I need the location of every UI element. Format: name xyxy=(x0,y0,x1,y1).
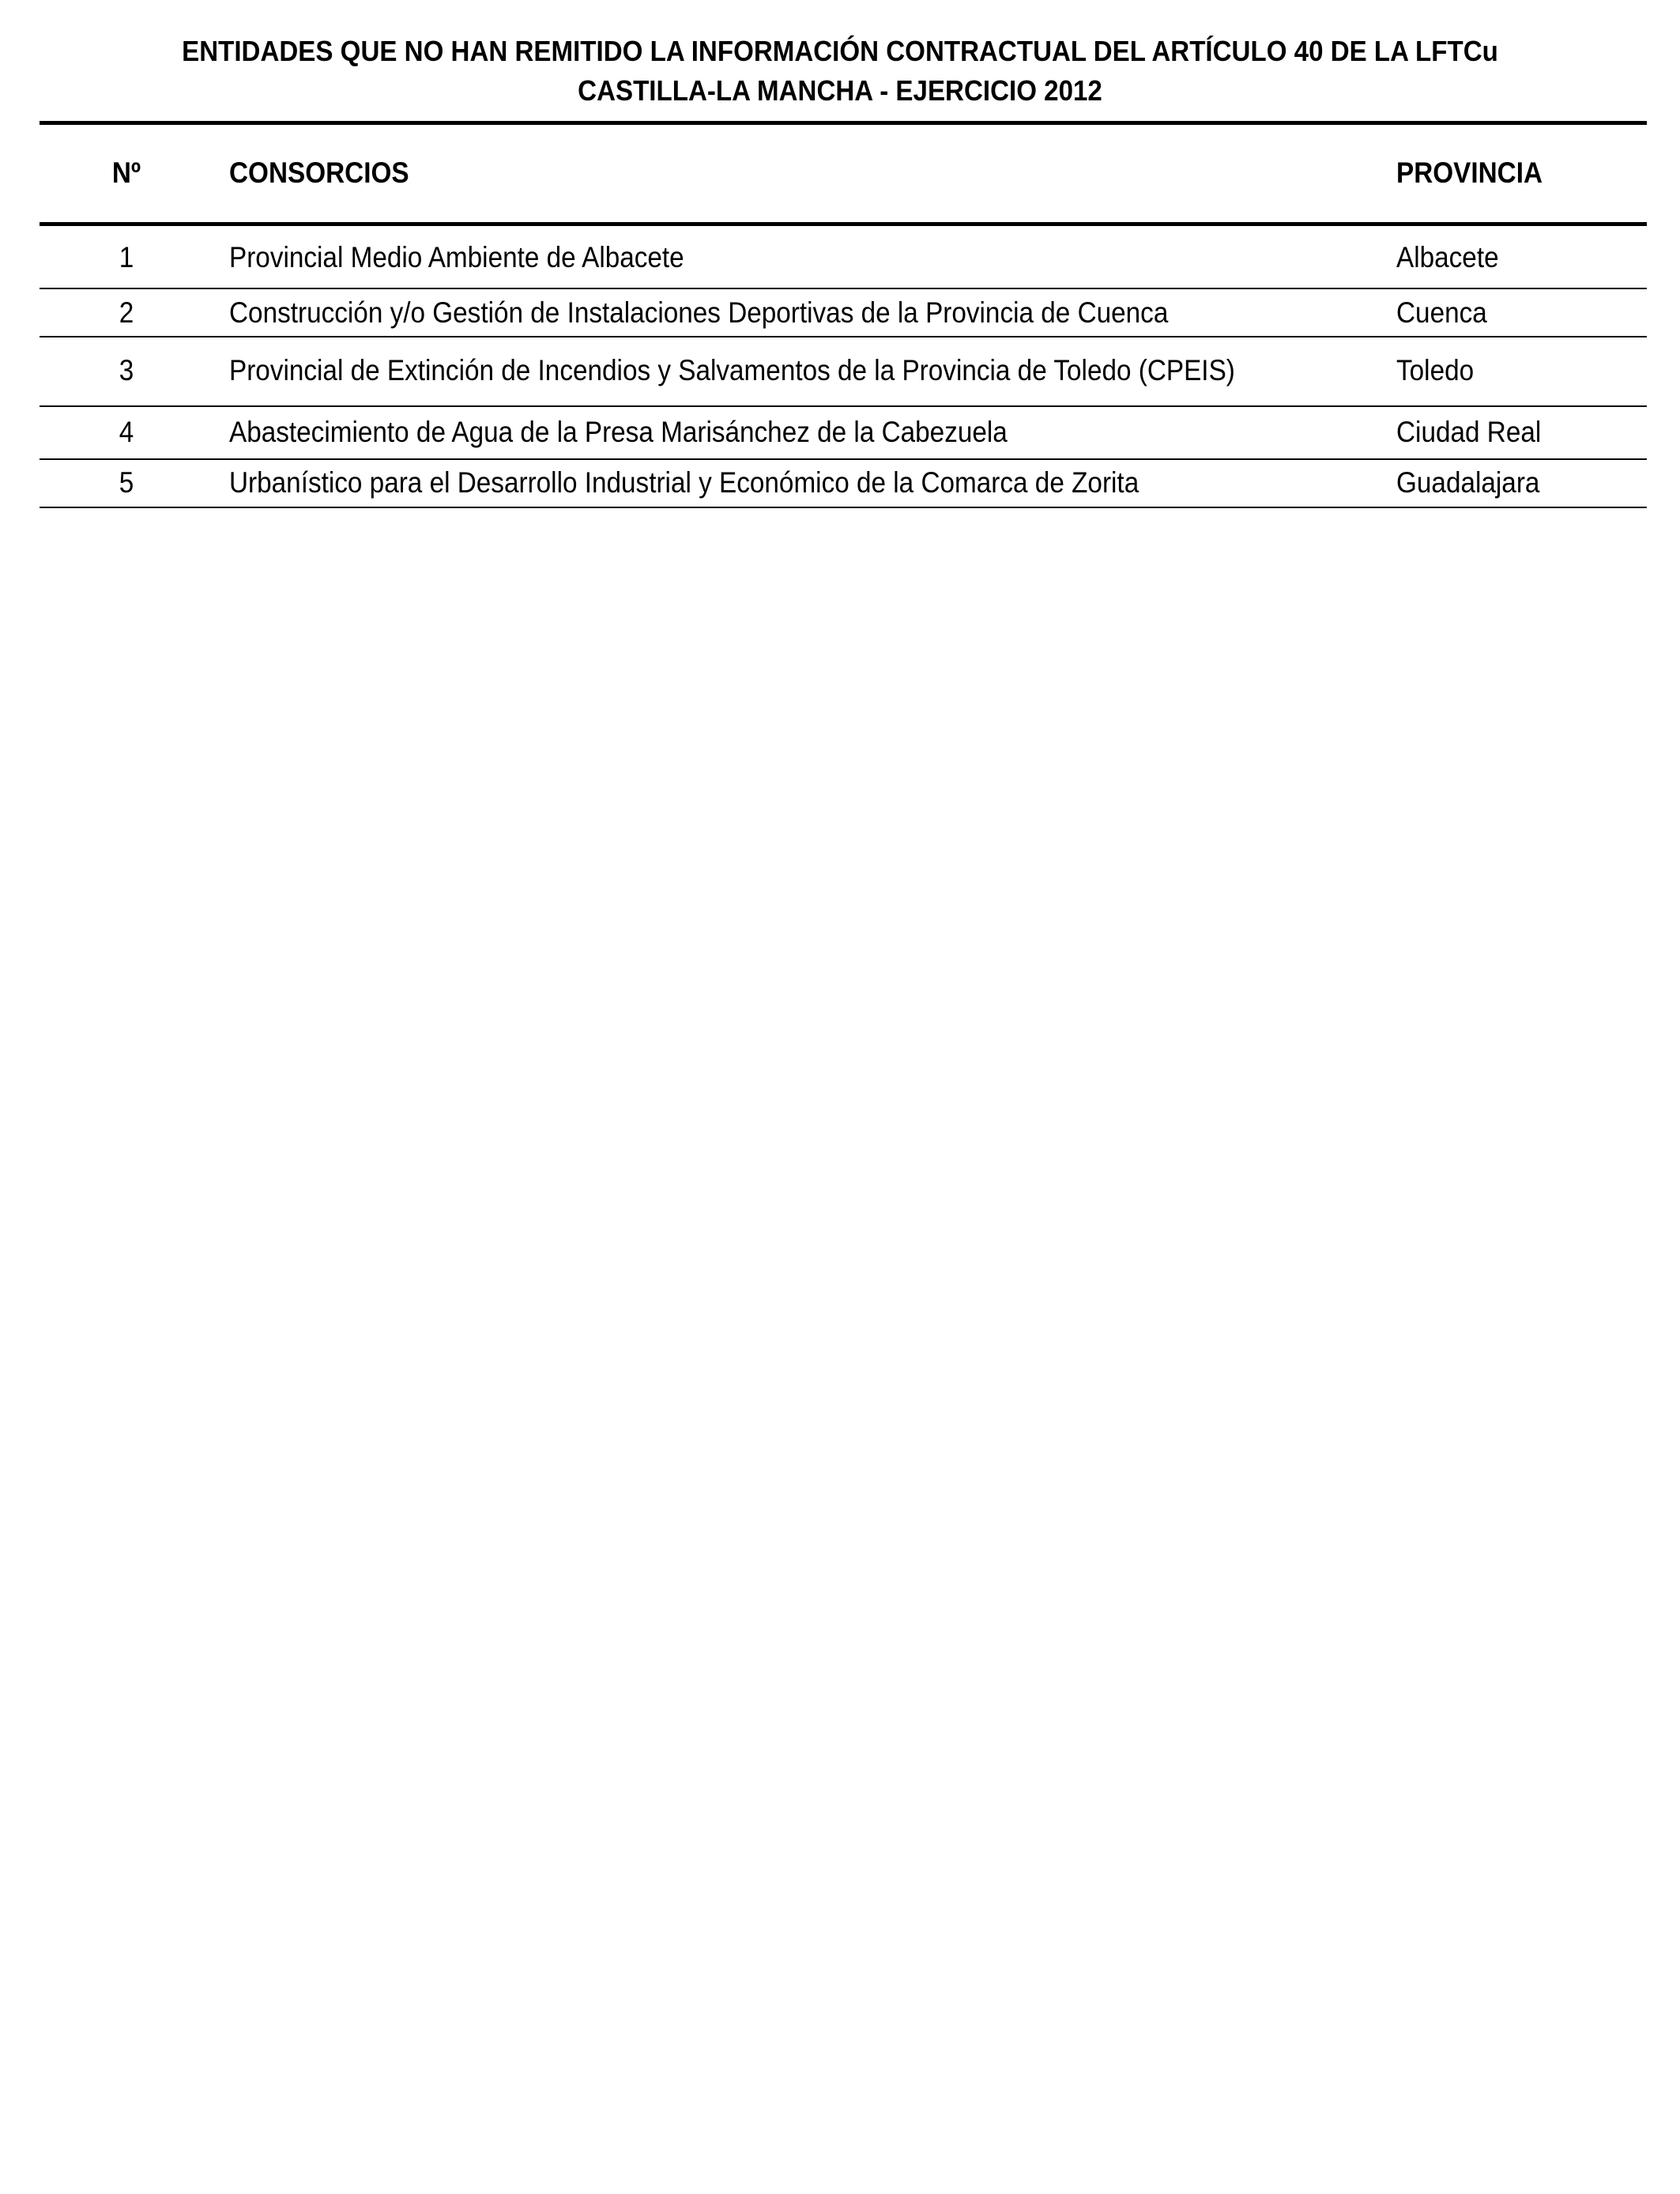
header-provincia: PROVINCIA xyxy=(1396,156,1543,189)
row-divider xyxy=(40,405,1647,407)
row-consorcio: Construcción y/o Gestión de Instalaciones Deportivas de la Provincia de Cuenca xyxy=(229,296,1169,329)
row-consorcio: Urbanístico para el Desarrollo Industrial y Económico de la Comarca de Zorita xyxy=(229,466,1139,499)
table-bottom-rule xyxy=(40,507,1647,508)
row-provincia: Cuenca xyxy=(1396,296,1487,329)
page-title xyxy=(0,32,1680,111)
row-consorcio: Provincial de Extinción de Incendios y Salvamentos de la Provincia de Toledo (CPEIS) xyxy=(229,354,1235,386)
row-num: 2 xyxy=(119,296,134,329)
row-num: 4 xyxy=(119,416,134,448)
table-top-rule xyxy=(40,121,1647,125)
header-bottom-rule xyxy=(40,222,1647,226)
row-provincia: Albacete xyxy=(1396,241,1499,273)
row-divider xyxy=(40,458,1647,460)
header-num: Nº xyxy=(111,156,141,189)
row-provincia: Toledo xyxy=(1396,354,1475,386)
row-consorcio: Abastecimiento de Agua de la Presa Marisánchez de la Cabezuela xyxy=(229,416,1008,448)
row-num: 5 xyxy=(119,466,134,499)
row-provincia: Guadalajara xyxy=(1396,466,1540,499)
header-consorcios: CONSORCIOS xyxy=(229,156,409,189)
title-line-2: CASTILLA-LA MANCHA - EJERCICIO 2012 xyxy=(578,74,1102,107)
row-divider xyxy=(40,288,1647,289)
row-provincia: Ciudad Real xyxy=(1396,416,1542,448)
row-divider xyxy=(40,336,1647,337)
row-num: 1 xyxy=(119,241,134,273)
row-consorcio: Provincial Medio Ambiente de Albacete xyxy=(229,241,684,273)
row-num: 3 xyxy=(119,354,134,386)
title-line-1: ENTIDADES QUE NO HAN REMITIDO LA INFORMACIÓN CONTRACTUAL DEL ARTÍCULO 40 DE LA LFTCu xyxy=(182,35,1498,67)
